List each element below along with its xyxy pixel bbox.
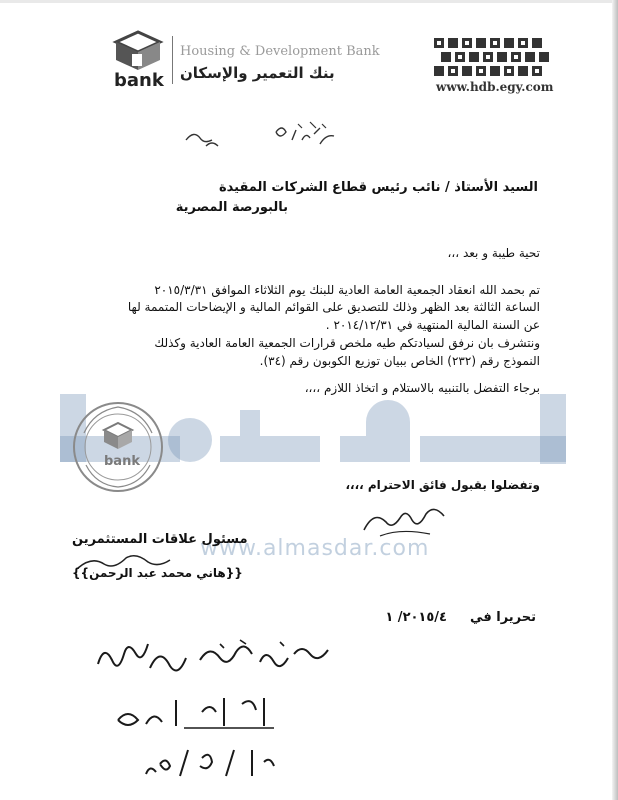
addressee-line-2: بالبورصة المصرية	[175, 200, 288, 215]
watermark-url: www.almasdar.com	[200, 536, 430, 561]
handwritten-receipt-number	[112, 690, 282, 734]
bank-logo	[108, 30, 168, 90]
handwritten-signature	[360, 504, 450, 542]
body-line-2: الساعة الثالثة بعد الظهر وذلك للتصديق على القوائم المالية و الإيضاحات المتممة لها	[127, 300, 540, 314]
bank-seal-stamp	[70, 395, 166, 499]
body-line-5: النموذج رقم (٢٣٢) الخاص ببيان توزيع الكوبون رقم (٣٤).	[259, 354, 540, 368]
issue-date-line	[385, 610, 536, 625]
bank-website: www.hdb.egy.com	[436, 80, 554, 94]
closing-line: وتفضلوا بقبول فائق الاحترام ،،،،	[345, 478, 540, 492]
bank-logo-word: bank	[114, 70, 164, 91]
decorative-pattern-logo-icon	[432, 36, 552, 80]
addressee-line-1: السيد الأستاذ / نائب رئيس قطاع الشركات المقيدة	[218, 180, 538, 195]
issue-date-label: تحريرا في	[470, 610, 536, 625]
greeting: تحية طيبة و بعد ،،،	[447, 246, 540, 260]
handwritten-receipt-date	[140, 744, 280, 784]
page-top-edge	[0, 0, 618, 3]
stamp-logo-word: bank	[104, 454, 140, 469]
page-right-edge	[612, 0, 618, 800]
body-line-4: ونتشرف بان نرفق لسيادتكم طيه ملخص قرارات الجمعية العامة العادية وكذلك	[154, 336, 540, 350]
body-line-3: عن السنة المالية المنتهية في ٢٠١٤/١٢/٣١ .	[325, 318, 540, 332]
signatory-name: {{هاني محمد عبد الرحمن}}	[72, 566, 243, 580]
request-line: برجاء التفضل بالتنبيه بالاستلام و اتخاذ اللازم ،،،،	[304, 381, 540, 395]
bank-cube-logo-icon	[110, 30, 166, 72]
signatory-title: مسئول علاقات المستثمرين	[72, 532, 248, 547]
bank-name-en: Housing & Development Bank	[180, 44, 380, 59]
body-line-1: تم بحمد الله انعقاد الجمعية العامة العادية للبنك يوم الثلاثاء الموافق ٢٠١٥/٣/٣١	[154, 283, 540, 297]
handwritten-reference-mark	[180, 118, 350, 158]
handwritten-receipt-note	[90, 624, 340, 680]
issue-date-value: ٢٠١٥/٤/ ١	[385, 610, 447, 625]
header-divider	[172, 36, 173, 84]
bank-name-ar: بنك التعمير والإسكان	[180, 64, 335, 82]
